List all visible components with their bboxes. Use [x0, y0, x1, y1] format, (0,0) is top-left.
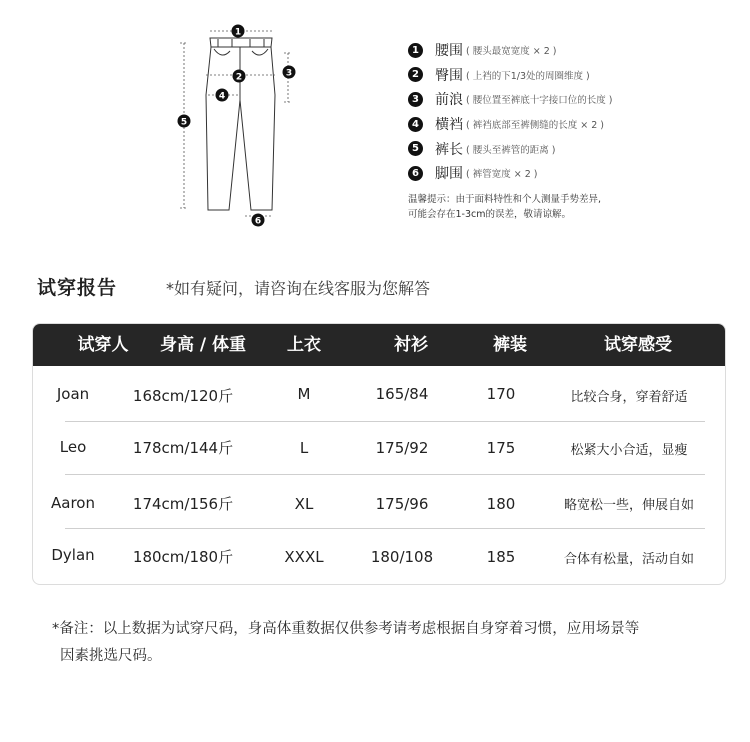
legend-desc: ( 裤管宽度 × 2 )	[466, 169, 538, 181]
marker-6-label: 6	[254, 216, 262, 227]
legend-name: 臀围	[435, 67, 463, 84]
legend-number-5: 5	[408, 141, 423, 156]
cell-shirt: 175/92	[375, 439, 429, 457]
marker-3	[283, 66, 296, 79]
legend-item	[408, 38, 738, 63]
cell-height-weight: 180cm/180斤	[132, 548, 234, 566]
cell-feel: 比较合身，穿着舒适	[570, 390, 688, 405]
marker-6	[252, 214, 265, 227]
cell-feel: 略宽松一些，伸展自如	[563, 498, 694, 513]
legend-name: 横裆	[435, 117, 463, 134]
marker-4-label: 4	[218, 91, 226, 102]
cell-top: XXXL	[284, 548, 324, 566]
legend-name: 腰围	[435, 43, 463, 60]
header-tester: 试穿人	[77, 335, 129, 355]
note-line-2: 可能会存在1-3cm的误差，敬请谅解。	[408, 209, 571, 220]
section-title: 试穿报告	[37, 277, 118, 299]
legend-number-4: 4	[408, 117, 423, 132]
header-top: 上衣	[287, 335, 321, 355]
legend-item	[408, 136, 738, 161]
cell-height-weight: 174cm/156斤	[132, 495, 234, 513]
marker-1	[232, 25, 245, 38]
measurement-legend	[408, 38, 738, 186]
cell-pants: 180	[486, 495, 516, 513]
marker-3-label: 3	[285, 68, 293, 79]
footer-line-1: *备注：以上数据为试穿尺码，身高体重数据仅供参考请考虑根据自身穿着习惯，应用场景等	[52, 621, 640, 637]
legend-name: 前浪	[435, 92, 463, 109]
pants-measurement-diagram	[170, 20, 310, 232]
legend-number-1: 1	[408, 43, 423, 58]
legend-desc: ( 腰位置至裤底十字接口位的长度 )	[466, 95, 613, 107]
cell-pants: 170	[486, 385, 516, 403]
note-line-1: 温馨提示：由于面料特性和个人测量手势差异,	[408, 194, 602, 205]
header-feel: 试穿感受	[604, 335, 672, 355]
cell-top: L	[299, 439, 309, 457]
cell-tester: Dylan	[51, 546, 95, 564]
header-height-weight: 身高 / 体重	[159, 335, 247, 355]
measurement-guides	[180, 31, 292, 216]
cell-pants: 185	[486, 548, 516, 566]
row-divider	[65, 528, 705, 529]
marker-2-label: 2	[235, 72, 243, 83]
marker-4	[216, 89, 229, 102]
cell-height-weight: 168cm/120斤	[132, 387, 234, 405]
pants-outline	[206, 38, 275, 210]
legend-desc: ( 腰头至裤管的距离 )	[466, 144, 556, 156]
marker-1-label: 1	[234, 27, 242, 38]
footer-note	[52, 616, 712, 670]
legend-desc: ( 腰头最宽宽度 × 2 )	[466, 46, 557, 58]
legend-item	[408, 112, 738, 137]
header-pants: 裤装	[493, 335, 527, 355]
legend-item	[408, 161, 738, 186]
footer-line-2: 因素挑选尺码。	[60, 648, 162, 664]
cell-feel: 合体有松量，活动自如	[563, 552, 694, 567]
header-shirt: 衬衫	[394, 335, 428, 355]
marker-5	[178, 115, 191, 128]
row-divider	[65, 421, 705, 422]
cell-tester: Aaron	[51, 494, 95, 512]
section-subtitle: *如有疑问，请咨询在线客服为您解答	[166, 279, 431, 298]
cell-top: XL	[294, 495, 314, 513]
legend-number-3: 3	[408, 92, 423, 107]
legend-desc: ( 上裆的下1/3处的周圈维度 )	[466, 70, 590, 82]
try-on-table	[32, 323, 726, 585]
legend-item	[408, 87, 738, 112]
marker-5-label: 5	[180, 117, 188, 128]
cell-height-weight: 178cm/144斤	[132, 439, 234, 457]
legend-number-2: 2	[408, 67, 423, 82]
cell-shirt: 165/84	[375, 385, 429, 403]
measurement-note	[408, 192, 728, 222]
legend-name: 脚围	[435, 166, 463, 183]
cell-pants: 175	[486, 439, 516, 457]
cell-shirt: 180/108	[370, 548, 434, 566]
cell-tester: Joan	[56, 385, 90, 403]
cell-shirt: 175/96	[375, 495, 429, 513]
cell-feel: 松紧大小合适，显瘦	[570, 443, 688, 458]
table-header	[33, 324, 725, 366]
legend-name: 裤长	[435, 141, 463, 158]
legend-number-6: 6	[408, 166, 423, 181]
cell-top: M	[297, 385, 311, 403]
legend-item	[408, 63, 738, 88]
row-divider	[65, 474, 705, 475]
cell-tester: Leo	[59, 438, 87, 456]
legend-desc: ( 裤裆底部至裤侧缝的长度 × 2 )	[466, 120, 604, 132]
marker-2	[233, 70, 246, 83]
